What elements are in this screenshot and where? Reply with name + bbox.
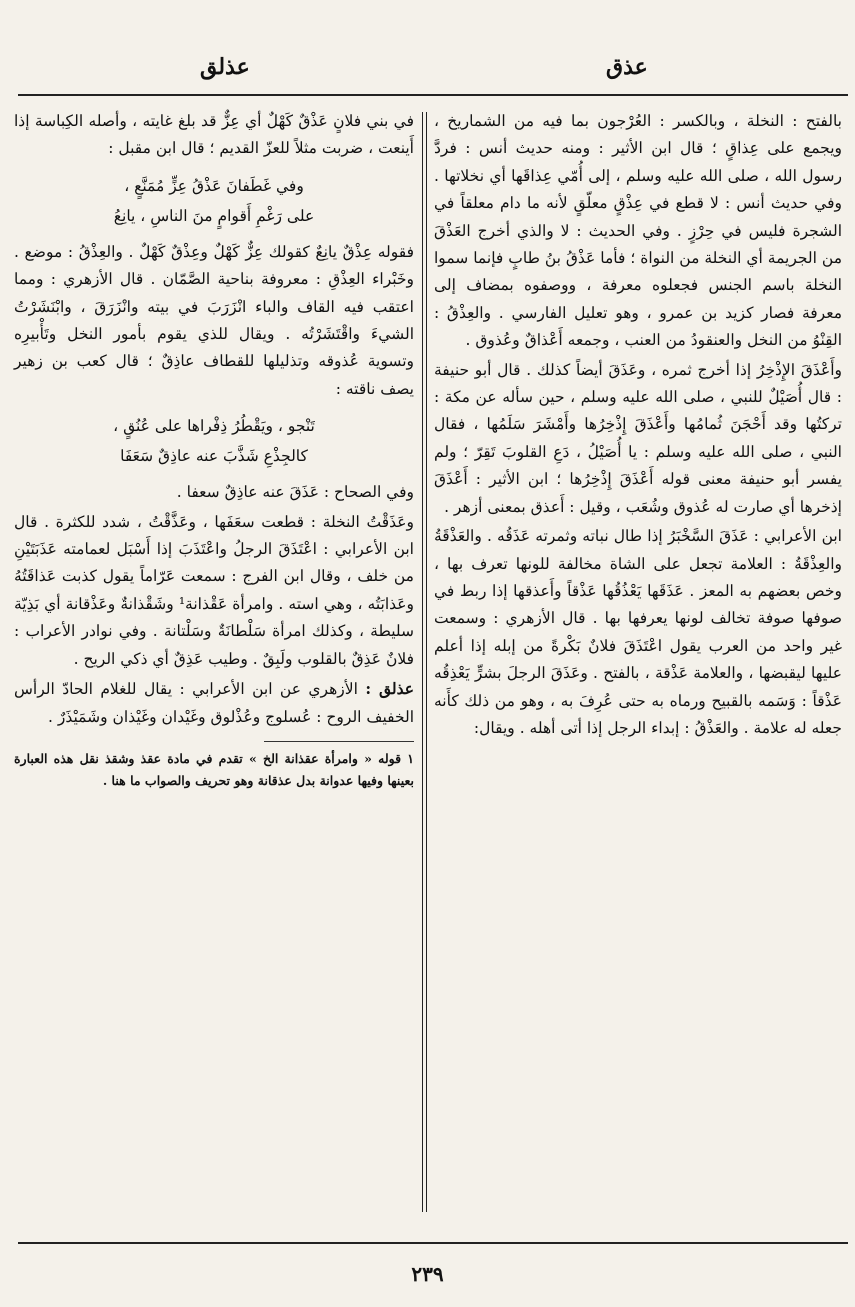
verse-line: وفي غَطَفانَ عَذْقُ عِزٍّ مُمَنَّعٍ ، [124,176,304,195]
verse-line: تَنْجو ، ويَقْطُرُ ذِفْراها على عُنُقٍ ، [113,417,315,436]
header-right-word: عذق [606,54,648,80]
footnote-rule [264,741,414,742]
entry-adhlaq [14,675,414,731]
column-divider [422,112,423,1212]
right-paragraph-3: ابن الأعرابي : عَذَقَ السَّخْبَرُ إذا طال نباته وثمرته عَذَقُه . والعَذْقَةُ والعِذْقَةُ : العلامة تجعل على الشاة مخالفة للونها تعرف بها ، وخص بعضهم به المعز . عَذَقَها يَعْذُقُها عَذْقاً وأَعذقها إذا ربط في صوفها صوفة تخالف لونها يعرفها بها . قال الأزهري : وسمعت غير واحد من العرب يقول اعْتَذَقَ فلانٌ بَكْرةً من إبله إذا أعلم عليها ليقبضها ، والعلامة عَذْقة ، بالفتح . وعَذَقَ الرجلَ بشرٍّ يَعْذِقُه عَذْقاً : وَسَمه بالقبيح ورماه به حتى عُرِفَ به ، وهو من ذلك كأَنه جعله له علامة . والعَذْقُ : إبداء الرجل إذا أتى أهله . ويقال: [434,527,842,737]
verse-ibn-muqbil [14,171,414,231]
footnote: ١ قوله « وامرأة عقذانة الخ » تقدم في مادة عقذ وشقذ نقل هذه العبارة بعينها وفيها عدوانة بدل عذقانة وهو تحريف والصواب ما هنا . [14,750,414,788]
left-column [14,108,414,794]
left-paragraph-1: في بني فلانٍ عَذْقٌ كَهْلٌ أي عِزٌّ قد بلغ غايته ، وأصله الكِباسة إذا أَينعت ، ضربت مثلاً للعزّ القديم ؛ قال ابن مقبل : [14,112,414,158]
right-paragraph-1: بالفتح : النخلة ، وبالكسر : العُرْجون بما فيه من الشماريخ ، ويجمع على عِذاقٍ ؛ قال ابن الأثير : ومنه حديث أنس : فردَّ رسول الله ، صلى الله عليه وسلم ، إلى أُمّي عِذاقَها أي نخلاتها . وفي حديث أنس : لا قطع في عِذْقٍ معلّقٍ لأنه ما دام معلقاً في الشجرة فليس في حِرْزٍ . وفي الحديث : لا والذي أخرج العَذْقَ من الجريمة أي النخلة من النواة ؛ فأما عَذْقُ بنُ طابٍ فإنما سموا النخلة باسم الجنس فجعلوه معرفة ، ووصفوه بمضاف إلى معرفة فصار كزيد بن عمرو ، وهو تعليل الفارسي . والعِذْقُ : القِنْوُ من النخل والعنقودُ من العنب ، وجمعه أَعْذاقٌ وعُذوق . [434,112,842,350]
left-paragraph-2: فقوله عِذْقٌ يانِعٌ كقولك عِزٌّ كَهْلٌ وعِذْقٌ كَهْلٌ . والعِذْقُ : موضع . وخَبْراء العِذْقِ : معروفة بناحية الصَّمّان . قال الأزهري : ومما اعتقب فيه القاف والباء انْزَرَبَ في بيته وانْزَرَقَ ، وابْنَشَرْتُ الشيءَ واقْتَشَرْتُه . ويقال للذي يقوم بأمور النخل وتَأْبيرِه وتسوية عُذوقه وتذليلها للقطاف عاذِقٌ ؛ قال كعب بن زهير يصف ناقته : [14,242,414,398]
right-column [434,108,842,744]
entry-headword: عذلق : [365,679,415,699]
right-paragraph-2: وأَعْذَقَ الإِذْخِرُ إذا أخرج ثمره ، وعَذَقَ أيضاً كذلك . قال أبو حنيفة : قال أُصَيْلٌ للنبي ، صلى الله عليه وسلم ، حين سأله عن مكة : تركتُها وقد أَحْجَنَ ثُمامُها وأَعْذَقَ إِذْخِرُها وأَمْشَرَ سَلَمُها ، فقال النبي ، صلى الله عليه وسلم : يا أُصَيْلُ ، دَعِ القلوبَ تَقِرّ ؛ ولم يفسر أبو حنيفة معنى قوله أَعْذَقَ إِذْخِرُها ؛ ابن الأثير : أَعْذَقَ إذخرها أي صارت له عُذوق وشُعَب ، وقيل : أَعذق بمعنى أزهر . [434,360,842,516]
verse-kaab [14,411,414,471]
verse-line: على رَغْمِ أَقوامٍ منَ الناسِ ، يانِعُ [113,206,315,225]
column-divider-inner [426,112,427,1212]
header-left-word: عذلق [200,54,250,80]
verse-line: كالجِذْعِ شَذَّبَ عنه عاذِقٌ سَعَفَا [120,447,308,466]
left-paragraph-3: وفي الصحاح : عَذَقَ عنه عاذِقٌ سعفا . [176,483,414,502]
bottom-rule [18,1242,848,1244]
entry-text: الأزهري عن ابن الأعرابي : يقال للغلام الحادّ الرأس الخفيف الروح : عُسلوج وعُذْلوق وغَيْدان وغَيْذان وشَمَيْذَرٌ . [14,680,414,726]
left-paragraph-4: وعَذَقْتُ النخلة : قطعت سعَفَها ، وعَذَّقْتُ ، شدد للكثرة . قال ابن الأعرابي : اعْتَذَقَ الرجلُ واعْتَذَبَ إذا أَسْبَل لعمامته عَذَبَتَيْنِ من خلف ، وقال ابن الفرج : سمعت عَرّاماً يقول كذبت عَذاقَتُهُ وعَذابَتُه ، وهي استه . وامرأة عَقْذانة¹ وشَقْذانةٌ وعَذْقانة أي بَذِيّة سليطة ، وكذلك امرأة سَلْطانَةٌ وسَلْتانة . وفي نوادر الأعراب : فلانٌ عَذِقٌ بالقلوب ولَبِقٌ . وطيب عَذِقٌ أي ذكي الريح . [14,512,414,668]
page-number: ٢٣٩ [411,1262,444,1286]
top-rule [18,94,848,96]
